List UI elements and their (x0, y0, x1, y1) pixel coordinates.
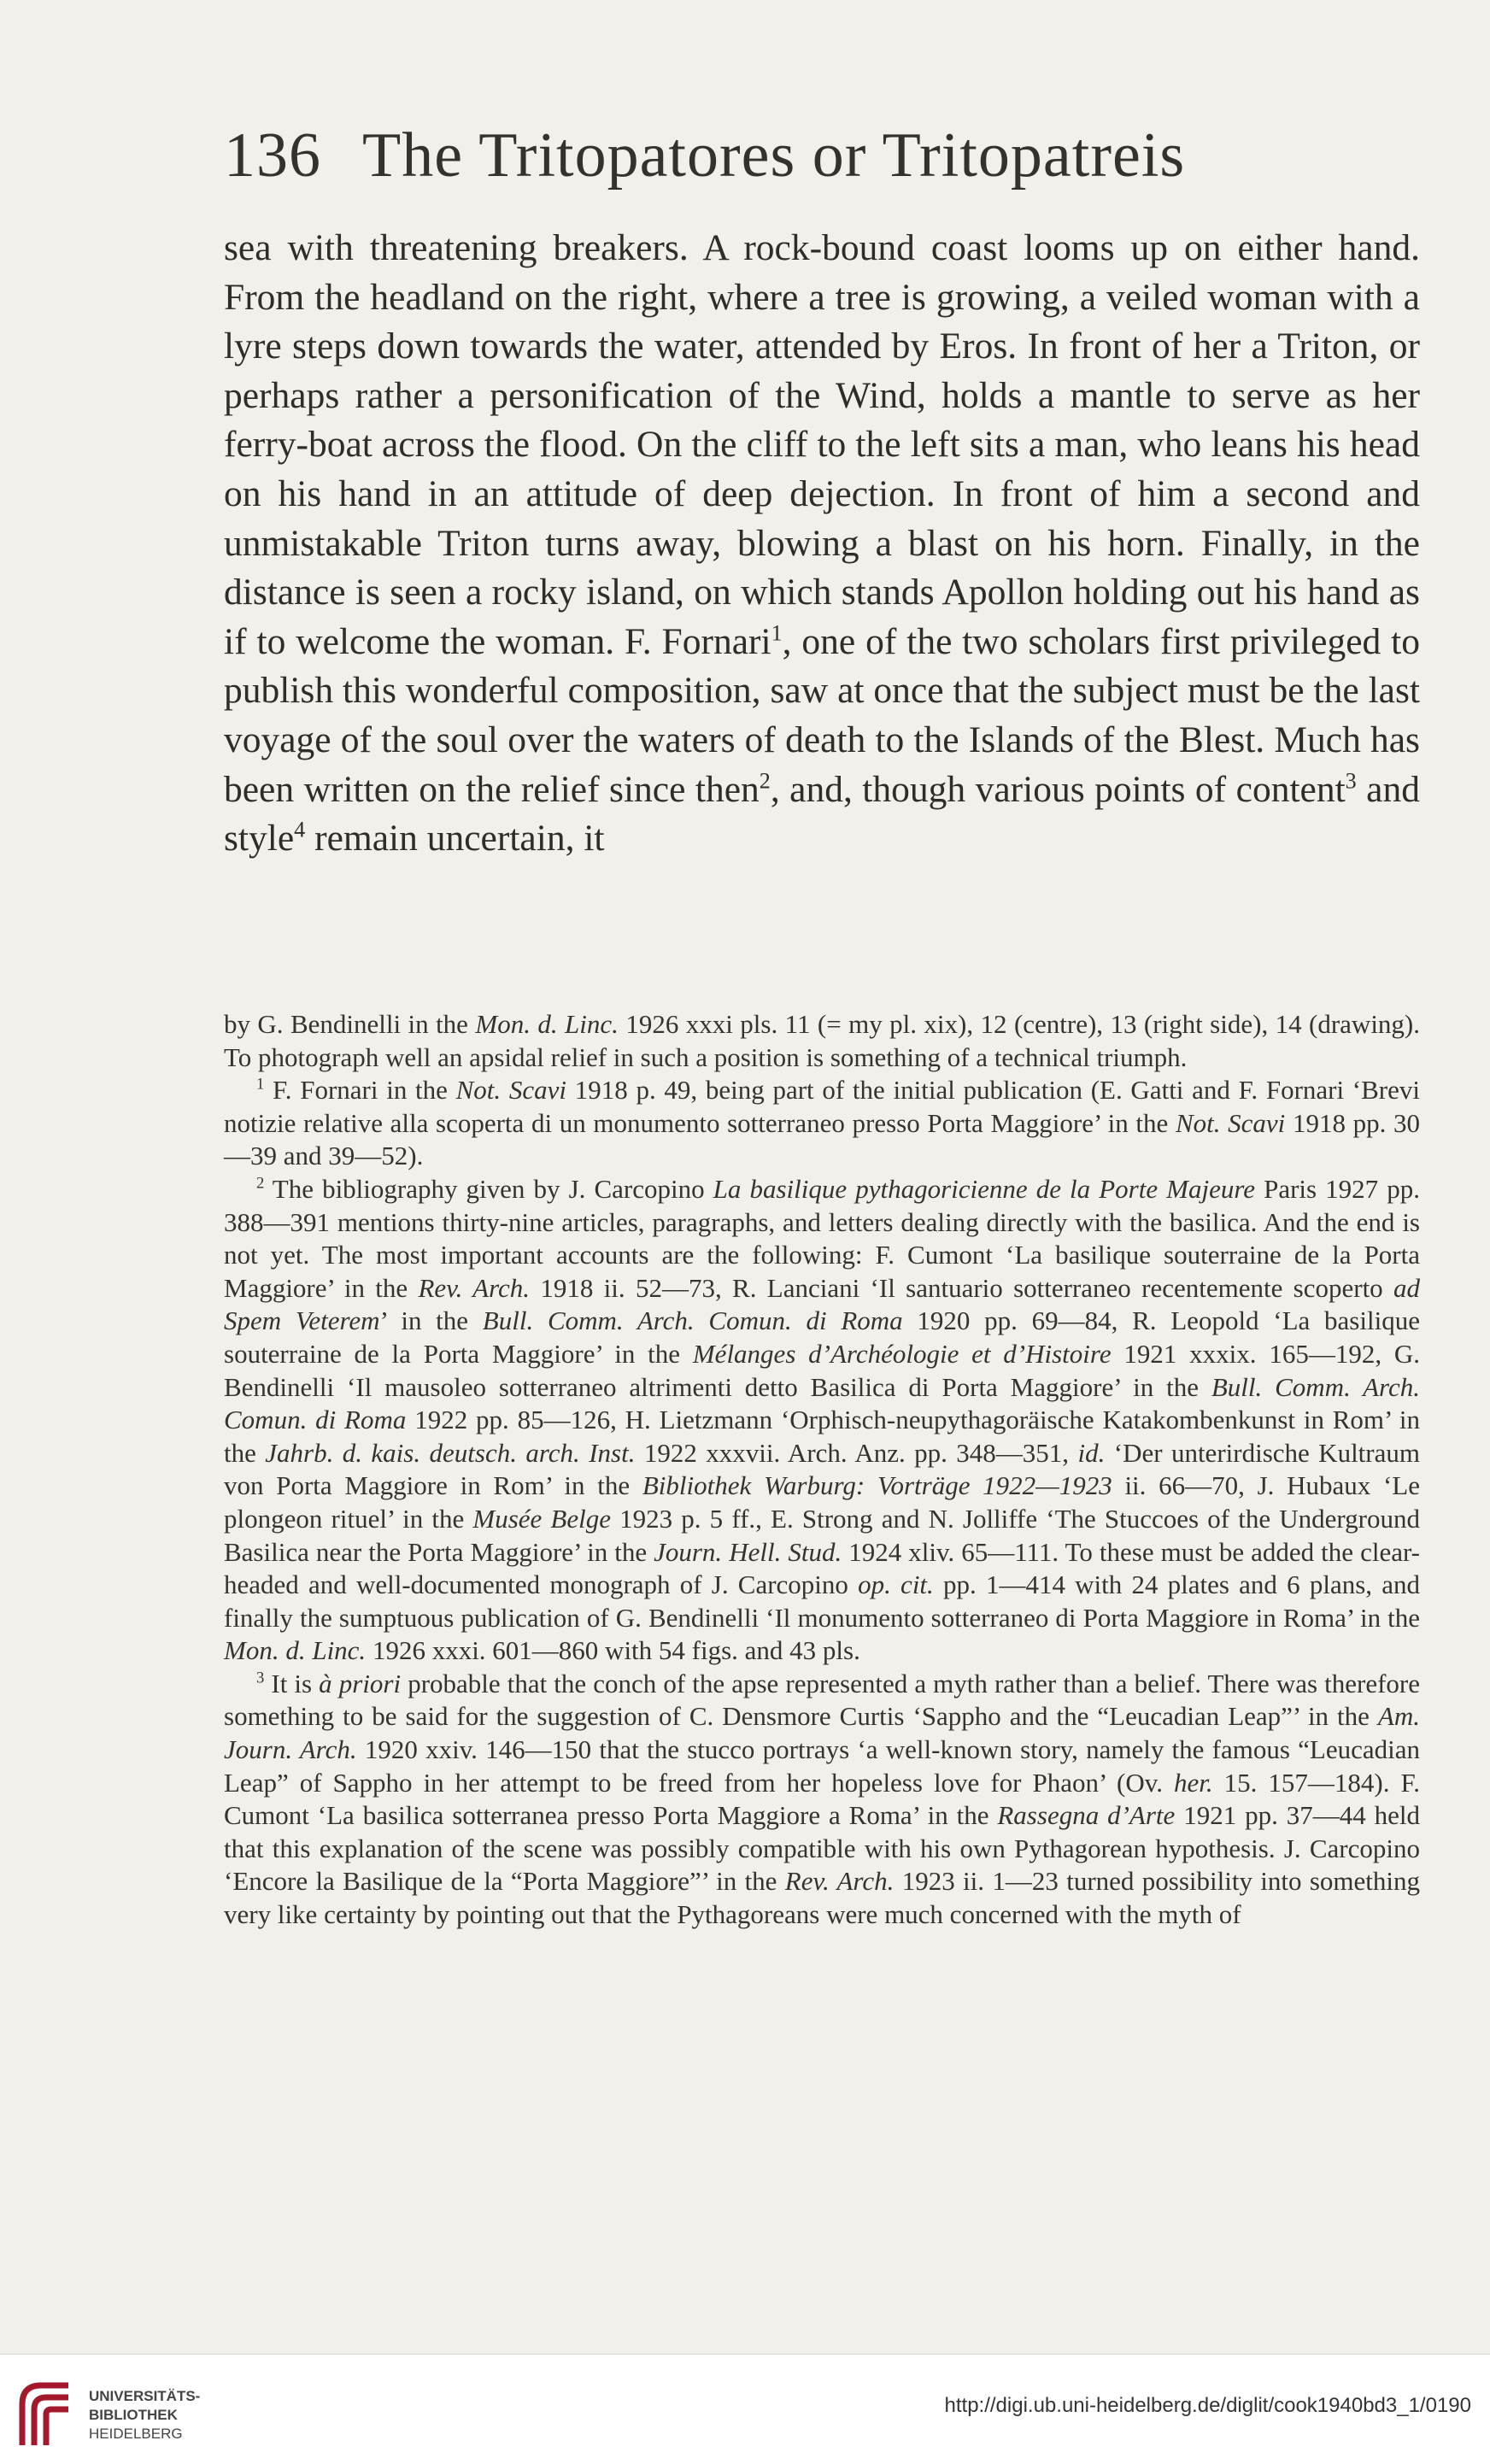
italic-run: Bull. Comm. Arch. Comun. di Roma (224, 1371, 1420, 1435)
text-run: , one of the two scholars first privileged to publish this wonderful composition, saw at once that the subject must be the last voyage of the soul over the waters of death to the Islands of the Blest. Much has been written on the relief since then (224, 620, 1420, 810)
text-run: 1921 pp. 37—44 held that this explanation of the scene was possibly compatible with his own Pythagorean hypothesis. J. Carcopino ‘Encore la Basilique de la “Porta Maggiore”’ in the (224, 1800, 1420, 1897)
page-number: 136 (224, 120, 321, 191)
library-name-line: BIBLIOTHEK (89, 2407, 178, 2423)
text-run: It is (264, 1668, 320, 1698)
italic-run: Rassegna d’Arte (997, 1800, 1176, 1831)
text-run: 1926 xxxi pls. 11 (= my pl. xix), 12 (centre), 13 (right side), 14 (drawing). To photograph well an apsidal relief in such a position is something of a technical triumph. (224, 1009, 1421, 1072)
text-run: ii. 66—70, J. Hubaux ‘Le plongeon rituel’ in the (224, 1470, 1420, 1534)
italic-run: ad Spem Veterem (224, 1272, 1421, 1336)
text-run: pp. 1—414 with 24 plates and 6 plans, and finally the sumptuous publication of G. Bendinelli ‘Il monumento sotterraneo di Porta Maggiore in Roma’ in the (224, 1569, 1420, 1633)
text-run: and style (224, 768, 1420, 859)
paragraph (224, 224, 1420, 864)
italic-run: La basilique pythagoricienne de la Porte Majeure (713, 1173, 1256, 1204)
footnote-1 (224, 1074, 1420, 1173)
italic-run: Not. Scavi (455, 1075, 567, 1106)
footnote-ref: 2 (759, 768, 771, 794)
text-run: 1923 p. 5 ff., E. Strong and N. Jolliffe ‘The Stuccoes of the Underground Basilica near the Porta Maggiore’ in the (224, 1503, 1420, 1567)
university-library-logo-icon[interactable] (15, 2379, 75, 2447)
text-run: 1918 pp. 30—39 and 39—52). (224, 1107, 1420, 1171)
page-title: The Tritopatores or Tritopatreis (362, 120, 1186, 191)
italic-run: Mon. d. Linc. (224, 1635, 367, 1666)
italic-run: Not. Scavi (1175, 1107, 1286, 1138)
text-run: by G. Bendinelli in the (224, 1009, 476, 1039)
library-name (89, 2387, 200, 2443)
text-run: 1918 p. 49, being part of the initial publication (E. Gatti and F. Fornari ‘Brevi notizie relative alla scoperta di un monumento sotterraneo presso Porta Maggiore’ in the (224, 1075, 1420, 1138)
text-run: 1918 ii. 52—73, R. Lanciani ‘Il santuario sotterraneo recentemente scoperto (530, 1272, 1394, 1303)
text-run: remain uncertain, it (305, 818, 605, 859)
text-run: Paris 1927 pp. 388—391 mentions thirty-nine articles, paragraphs, and letters dealing directly with the basilica. And the end is not yet. The most important accounts are the following: F. Cumont ‘La basilique souterraine de la Porta Maggiore’ in the (224, 1173, 1420, 1303)
text-run: 1922 pp. 85—126, H. Lietzmann ‘Orphisch-neupythagoräische Katakombenkunst in Rom’ in the (224, 1405, 1420, 1468)
text-run: 15. 157—184). F. Cumont ‘La basilica sotterranea presso Porta Maggiore a Roma’ in the (224, 1767, 1420, 1831)
italic-run: Am. Journ. Arch. (224, 1701, 1420, 1765)
footnote-3 (224, 1668, 1420, 1932)
footnote-2 (224, 1173, 1420, 1668)
footnote-mark: 2 (256, 1174, 265, 1193)
permalink-url[interactable]: http://digi.ub.uni-heidelberg.de/diglit/cook1940bd3_1/0190 (944, 2394, 1471, 2417)
footnote-mark: 1 (256, 1075, 265, 1094)
text-run: probable that the conch of the apse represented a myth rather than a belief. There was therefore something to be said for the suggestion of C. Densmore Curtis ‘Sappho and the “Leucadian Leap”’ in the (224, 1668, 1420, 1732)
footnote-ref: 4 (294, 817, 306, 842)
text-run: F. Fornari in the (264, 1075, 456, 1106)
italic-run: Bibliothek Warburg: Vorträge 1922—1923 (642, 1470, 1112, 1501)
text-run: 1922 xxxvii. Arch. Anz. pp. 348—351, (635, 1437, 1078, 1468)
running-head (224, 120, 1437, 192)
text-run: 1924 xliv. 65—111. To these must be added the clear-headed and well-documented monograph of J. Carcopino (224, 1536, 1420, 1600)
library-name-line: UNIVERSITÄTS- (89, 2388, 201, 2404)
italic-run: id. (1077, 1437, 1106, 1468)
italic-run: Bull. Comm. Arch. Comun. di Roma (482, 1305, 903, 1336)
text-run: 1926 xxxi. 601—860 with 54 figs. and 43 pls. (366, 1635, 860, 1666)
footnote-mark: 3 (256, 1669, 265, 1687)
italic-run: à priori (319, 1668, 402, 1698)
italic-run: her. (1173, 1767, 1213, 1798)
text-run: 1923 ii. 1—23 turned possibility into something very like certainty by pointing out that the Pythagoreans were much concerned with the myth of (224, 1866, 1421, 1930)
text-run: sea with threatening breakers. A rock-bound coast looms up on either hand. From the headland on the right, where a tree is growing, a veiled woman with a lyre steps down towards the water, attended by Eros. In front of her a Triton, or perhaps rather a personification of the Wind, holds a mantle to serve as her ferry-boat across the flood. On the cliff to the left sits a man, who leans his head on his hand in an attitude of deep dejection. In front of him a second and unmistakable Triton turns away, blowing a blast on his horn. Finally, in the distance is seen a rocky island, on which stands Apollon holding out his hand as if to welcome the woman. F. Fornari (224, 227, 1420, 662)
text-run: 1920 pp. 69—84, R. Leopold ‘La basilique souterraine de la Porta Maggiore’ in the (224, 1305, 1420, 1369)
text-run: The bibliography given by J. Carcopino (264, 1173, 713, 1204)
footnote-ref: 1 (771, 620, 783, 646)
italic-run: Mélanges d’Archéologie et d’Histoire (692, 1338, 1112, 1369)
italic-run: Journ. Hell. Stud. (654, 1536, 842, 1567)
text-run: 1920 xxiv. 146—150 that the stucco portrays ‘a well-known story, namely the famous “Leucadian Leap” of Sappho in her attempt to be freed from her hopeless love for Phaon’ (Ov. (224, 1734, 1420, 1798)
footnote-ref: 3 (1345, 768, 1357, 794)
footnotes (224, 1008, 1420, 1932)
italic-run: Rev. Arch. (784, 1866, 895, 1897)
italic-run: Musée Belge (472, 1503, 611, 1534)
text-run: , and, though various points of content (770, 768, 1346, 810)
library-footer (0, 2354, 1490, 2464)
text-run: 1921 xxxix. 165—192, G. Bendinelli ‘Il mausoleo sotterraneo altrimenti detto Basilica di Porta Maggiore’ in the (224, 1338, 1421, 1402)
text-run: ‘Der unterirdische Kultraum von Porta Maggiore in Rom’ in the (224, 1437, 1420, 1501)
italic-run: Mon. d. Linc. (475, 1009, 619, 1039)
footnote-continuation (224, 1008, 1420, 1074)
text-run: ’ in the (379, 1305, 483, 1336)
italic-run: Jahrb. d. kais. deutsch. arch. Inst. (265, 1437, 636, 1468)
italic-run: op. cit. (858, 1569, 934, 1600)
italic-run: Rev. Arch. (418, 1272, 531, 1303)
library-name-line: HEIDELBERG (89, 2426, 183, 2442)
main-text (224, 224, 1420, 864)
